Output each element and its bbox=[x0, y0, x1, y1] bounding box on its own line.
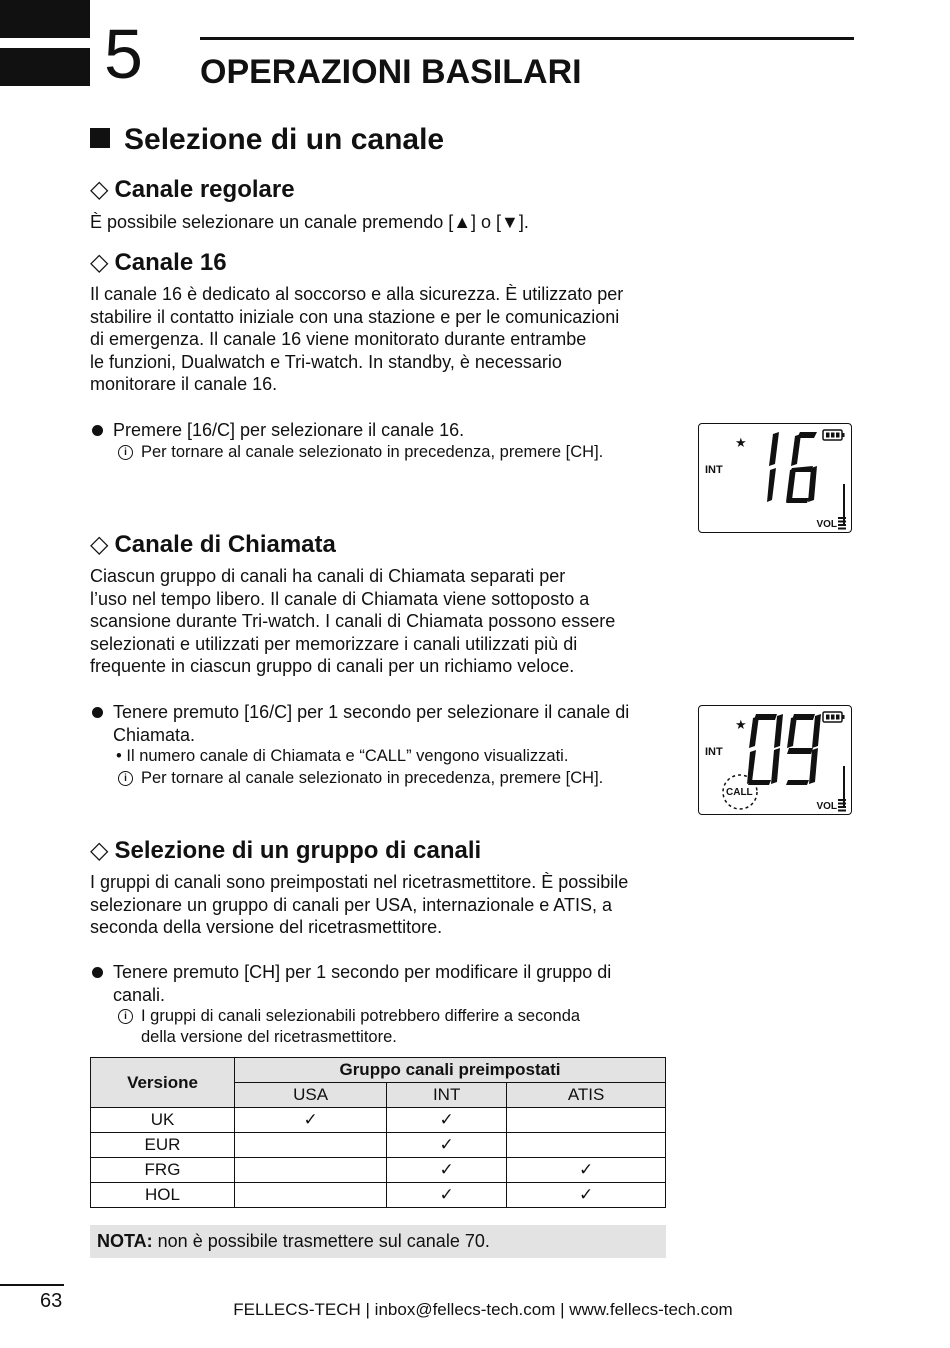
volume-level-icon bbox=[838, 517, 848, 530]
star-icon: ★ bbox=[735, 717, 747, 732]
lcd-call-indicator: CALL bbox=[726, 787, 753, 798]
volume-level-icon bbox=[838, 799, 848, 812]
nota-box bbox=[90, 1225, 666, 1258]
heading-channel-group-text: Selezione di un gruppo di canali bbox=[114, 837, 482, 864]
table-row bbox=[91, 1108, 666, 1133]
diamond-icon: ◇ bbox=[90, 531, 109, 558]
page-number-rule bbox=[0, 1284, 64, 1286]
info-note-text: Per tornare al canale selezionato in precedenza, premere [CH]. bbox=[141, 769, 604, 787]
footer-text: FELLECS-TECH | inbox@fellecs-tech.com | www.fellecs-tech.com bbox=[233, 1300, 733, 1319]
call-channel-info-note bbox=[117, 768, 677, 789]
table-row bbox=[91, 1133, 666, 1158]
paragraph-line: monitorare il canale 16. bbox=[90, 374, 278, 394]
bullet-dot-icon bbox=[92, 967, 103, 978]
section-title bbox=[90, 122, 444, 158]
info-note-line: della versione del ricetrasmettitore. bbox=[141, 1028, 397, 1046]
channel-group-table bbox=[90, 1057, 666, 1208]
paragraph-line: Il canale 16 è dedicato al soccorso e alla sicurezza. È utilizzato per bbox=[90, 284, 624, 304]
table-header-usa: USA bbox=[235, 1083, 387, 1108]
square-bullet-icon bbox=[90, 128, 110, 148]
heading-regular-channel-text: Canale regolare bbox=[114, 176, 295, 203]
bullet-text-line: canali. bbox=[113, 985, 166, 1005]
check-cell bbox=[507, 1133, 666, 1158]
bullet-dot-icon bbox=[92, 425, 103, 436]
lcd-display-channel-16 bbox=[698, 423, 852, 533]
battery-icon bbox=[822, 711, 846, 723]
diamond-icon: ◇ bbox=[90, 837, 109, 864]
paragraph-line: selezionati e utilizzati per memorizzare i canali utilizzati più di bbox=[90, 633, 578, 654]
info-icon: i bbox=[118, 445, 133, 460]
diamond-icon: ◇ bbox=[90, 249, 109, 276]
lcd-channel-digits bbox=[767, 430, 821, 504]
channel-group-bullet bbox=[90, 961, 675, 1007]
channel-16-bullet bbox=[90, 419, 675, 442]
channel-16-paragraph bbox=[90, 283, 675, 396]
table-cell-version: HOL bbox=[91, 1183, 235, 1208]
check-cell: ✓ bbox=[387, 1133, 507, 1158]
check-cell bbox=[235, 1183, 387, 1208]
table-header-version: Versione bbox=[91, 1058, 235, 1108]
table-row bbox=[91, 1183, 666, 1208]
diamond-icon: ◇ bbox=[90, 176, 109, 203]
lcd-int-indicator: INT bbox=[705, 464, 723, 476]
check-cell bbox=[507, 1108, 666, 1133]
check-cell: ✓ bbox=[235, 1108, 387, 1133]
channel-16-info-note bbox=[117, 442, 677, 463]
heading-regular-channel bbox=[90, 175, 295, 205]
paragraph-line: di emergenza. Il canale 16 viene monitorato durante entrambe bbox=[90, 329, 587, 349]
check-cell: ✓ bbox=[507, 1158, 666, 1183]
bullet-text-line: Tenere premuto [16/C] per 1 secondo per selezionare il canale di bbox=[113, 702, 630, 722]
chapter-tab-bar-bottom bbox=[0, 48, 90, 86]
bullet-text: Premere [16/C] per selezionare il canale 16. bbox=[113, 420, 465, 440]
lcd-int-indicator: INT bbox=[705, 746, 723, 758]
chapter-title: OPERAZIONI BASILARI bbox=[200, 53, 582, 91]
check-cell: ✓ bbox=[387, 1183, 507, 1208]
page-number: 63 bbox=[40, 1290, 63, 1312]
bullet-text-line: Tenere premuto [CH] per 1 secondo per modificare il gruppo di bbox=[113, 962, 612, 982]
bullet-dot-icon bbox=[92, 707, 103, 718]
lcd-vol-indicator: VOL bbox=[816, 801, 837, 812]
chapter-number: 5 bbox=[104, 15, 143, 93]
info-icon: i bbox=[118, 771, 133, 786]
lcd-vol-indicator: VOL bbox=[816, 519, 837, 530]
info-note-line: I gruppi di canali selezionabili potrebbero differire a seconda bbox=[141, 1007, 581, 1025]
paragraph-line: I gruppi di canali sono preimpostati nel ricetrasmettitore. È possibile bbox=[90, 872, 629, 892]
info-note-text: Per tornare al canale selezionato in precedenza, premere [CH]. bbox=[141, 443, 604, 461]
channel-group-paragraph bbox=[90, 871, 675, 939]
star-icon: ★ bbox=[735, 435, 747, 450]
check-cell: ✓ bbox=[387, 1108, 507, 1133]
call-channel-subnote: • Il numero canale di Chiamata e “CALL” vengono visualizzati. bbox=[116, 747, 569, 765]
nota-label: NOTA: bbox=[97, 1231, 153, 1251]
table-header-int: INT bbox=[387, 1083, 507, 1108]
paragraph-line: scansione durante Tri-watch. I canali di Chiamata possono essere bbox=[90, 611, 616, 631]
paragraph-line: frequente in ciascun gruppo di canali per un richiamo veloce. bbox=[90, 656, 575, 676]
heading-channel-16-text: Canale 16 bbox=[114, 249, 227, 276]
nota-text: non è possibile trasmettere sul canale 70. bbox=[152, 1231, 490, 1251]
paragraph-line: l’uso nel tempo libero. Il canale di Chiamata viene sottoposto a bbox=[90, 588, 590, 609]
battery-icon bbox=[822, 429, 846, 441]
table-header-atis: ATIS bbox=[507, 1083, 666, 1108]
check-cell bbox=[235, 1133, 387, 1158]
paragraph-line: Ciascun gruppo di canali ha canali di Chiamata separati per bbox=[90, 566, 566, 586]
table-cell-version: FRG bbox=[91, 1158, 235, 1183]
paragraph-line: selezionare un gruppo di canali per USA, internazionale e ATIS, a bbox=[90, 894, 612, 915]
bullet-text-line: Chiamata. bbox=[113, 725, 196, 745]
chapter-tab-bar-top bbox=[0, 0, 90, 38]
check-cell bbox=[235, 1158, 387, 1183]
paragraph-line: seconda della versione del ricetrasmettitore. bbox=[90, 917, 443, 937]
section-title-text: Selezione di un canale bbox=[124, 123, 445, 156]
heading-call-channel bbox=[90, 530, 336, 560]
paragraph-line: le funzioni, Dualwatch e Tri-watch. In standby, è necessario bbox=[90, 351, 562, 372]
heading-channel-16 bbox=[90, 248, 227, 278]
heading-call-channel-text: Canale di Chiamata bbox=[114, 531, 336, 558]
info-icon: i bbox=[118, 1009, 133, 1024]
call-channel-bullet bbox=[90, 701, 675, 747]
heading-channel-group bbox=[90, 836, 481, 866]
table-row bbox=[91, 1158, 666, 1183]
paragraph-line: stabilire il contatto iniziale con una stazione e per le comunicazioni bbox=[90, 306, 620, 327]
lcd-display-call-channel bbox=[698, 705, 852, 815]
chapter-rule bbox=[200, 37, 854, 40]
channel-group-info-note bbox=[117, 1006, 677, 1048]
table-cell-version: EUR bbox=[91, 1133, 235, 1158]
regular-channel-text: È possibile selezionare un canale premendo [▲] o [▼]. bbox=[90, 212, 529, 232]
table-cell-version: UK bbox=[91, 1108, 235, 1133]
table-header-group: Gruppo canali preimpostati bbox=[235, 1058, 666, 1083]
check-cell: ✓ bbox=[387, 1158, 507, 1183]
call-channel-paragraph bbox=[90, 565, 675, 678]
check-cell: ✓ bbox=[507, 1183, 666, 1208]
